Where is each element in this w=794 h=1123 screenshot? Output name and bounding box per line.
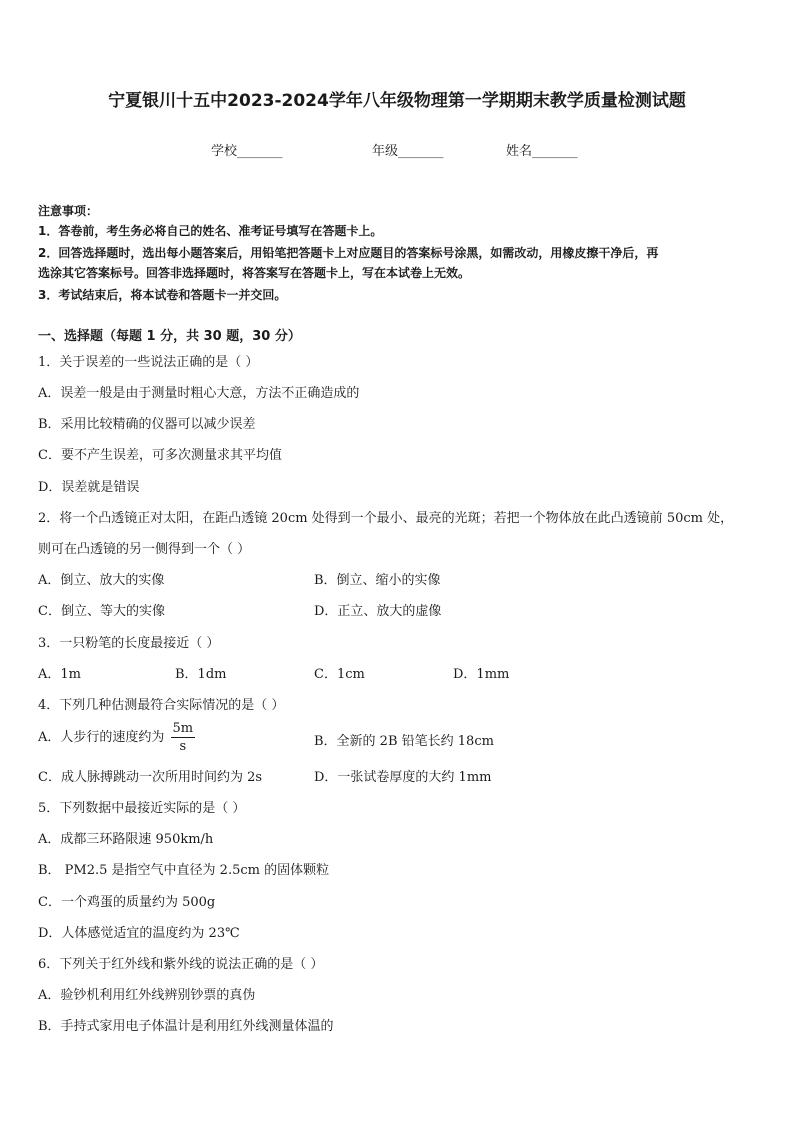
notice-heading: 注意事项： xyxy=(38,204,99,218)
section-heading: 一、选择题（每题 1 分，共 30 题，30 分） xyxy=(38,329,301,344)
option-b: B．手持式家用电子体温计是利用红外线测量体温的 xyxy=(38,1019,334,1034)
option-b: B．采用比较精确的仪器可以减少误差 xyxy=(38,417,256,432)
option-a: A．验钞机利用红外线辨别钞票的真伪 xyxy=(38,988,256,1003)
notice-item: 1．答卷前，考生务必将自己的姓名、准考证号填写在答题卡上。 xyxy=(38,224,383,238)
option-c: C．要不产生误差，可多次测量求其平均值 xyxy=(38,448,282,463)
option-c: C．倒立、等大的实像 xyxy=(38,604,165,619)
school-field: 学校_______ xyxy=(211,144,283,159)
option-d: D．误差就是错误 xyxy=(38,480,140,495)
option-d: D．1mm xyxy=(453,667,510,682)
option-b: B．倒立、缩小的实像 xyxy=(314,573,441,588)
question-stem: 6．下列关于红外线和紫外线的说法正确的是（ ） xyxy=(38,957,324,972)
question-stem-cont: 则可在凸透镜的另一侧得到一个（ ） xyxy=(38,542,251,557)
question-stem: 5．下列数据中最接近实际的是（ ） xyxy=(38,801,246,816)
name-field: 姓名_______ xyxy=(506,144,578,159)
option-a xyxy=(38,722,195,754)
option-c: C．1cm xyxy=(314,667,365,682)
question-stem: 4．下列几种估测最符合实际情况的是（ ） xyxy=(38,698,285,713)
option-c: C．一个鸡蛋的质量约为 500g xyxy=(38,895,216,910)
speed-fraction xyxy=(171,722,196,754)
notice-item: 选涂其它答案标号。回答非选择题时，将答案写在答题卡上，写在本试卷上无效。 xyxy=(38,266,471,280)
option-d: D．一张试卷厚度的大约 1mm xyxy=(314,770,492,785)
option-a: A．成都三环路限速 950km/h xyxy=(38,832,214,847)
option-a: A．倒立、放大的实像 xyxy=(38,573,165,588)
notice-item: 3．考试结束后，将本试卷和答题卡一并交回。 xyxy=(38,288,287,302)
option-a-text: A．人步行的速度约为 xyxy=(38,730,165,745)
option-c: C．成人脉搏跳动一次所用时间约为 2s xyxy=(38,770,263,785)
question-stem: 1．关于误差的一些说法正确的是（ ） xyxy=(38,355,259,370)
option-b: B．1dm xyxy=(175,667,227,682)
option-a: A．1m xyxy=(38,667,81,682)
grade-field: 年级_______ xyxy=(372,144,444,159)
page-title: 宁夏银川十五中2023-2024学年八年级物理第一学期期末教学质量检测试题 xyxy=(108,91,686,111)
question-stem: 2．将一个凸透镜正对太阳，在距凸透镜 20cm 处得到一个最小、最亮的光斑；若把一个物体放在此凸透镜前 50cm 处， xyxy=(38,511,734,526)
option-d: D．正立、放大的虚像 xyxy=(314,604,442,619)
fraction-denominator: s xyxy=(179,739,187,754)
option-b: B． PM2.5 是指空气中直径为 2.5cm 的固体颗粒 xyxy=(38,863,330,878)
notice-item: 2．回答选择题时，选出每小题答案后，用铅笔把答题卡上对应题目的答案标号涂黑，如需改动，用橡皮擦干净后，再 xyxy=(38,246,659,260)
option-b: B．全新的 2B 铅笔长约 18cm xyxy=(314,734,494,749)
option-d: D．人体感觉适宜的温度约为 23℃ xyxy=(38,926,240,941)
fraction-numerator: 5m xyxy=(172,721,194,736)
option-a: A．误差一般是由于测量时粗心大意，方法不正确造成的 xyxy=(38,386,360,401)
question-stem: 3．一只粉笔的长度最接近（ ） xyxy=(38,636,220,651)
